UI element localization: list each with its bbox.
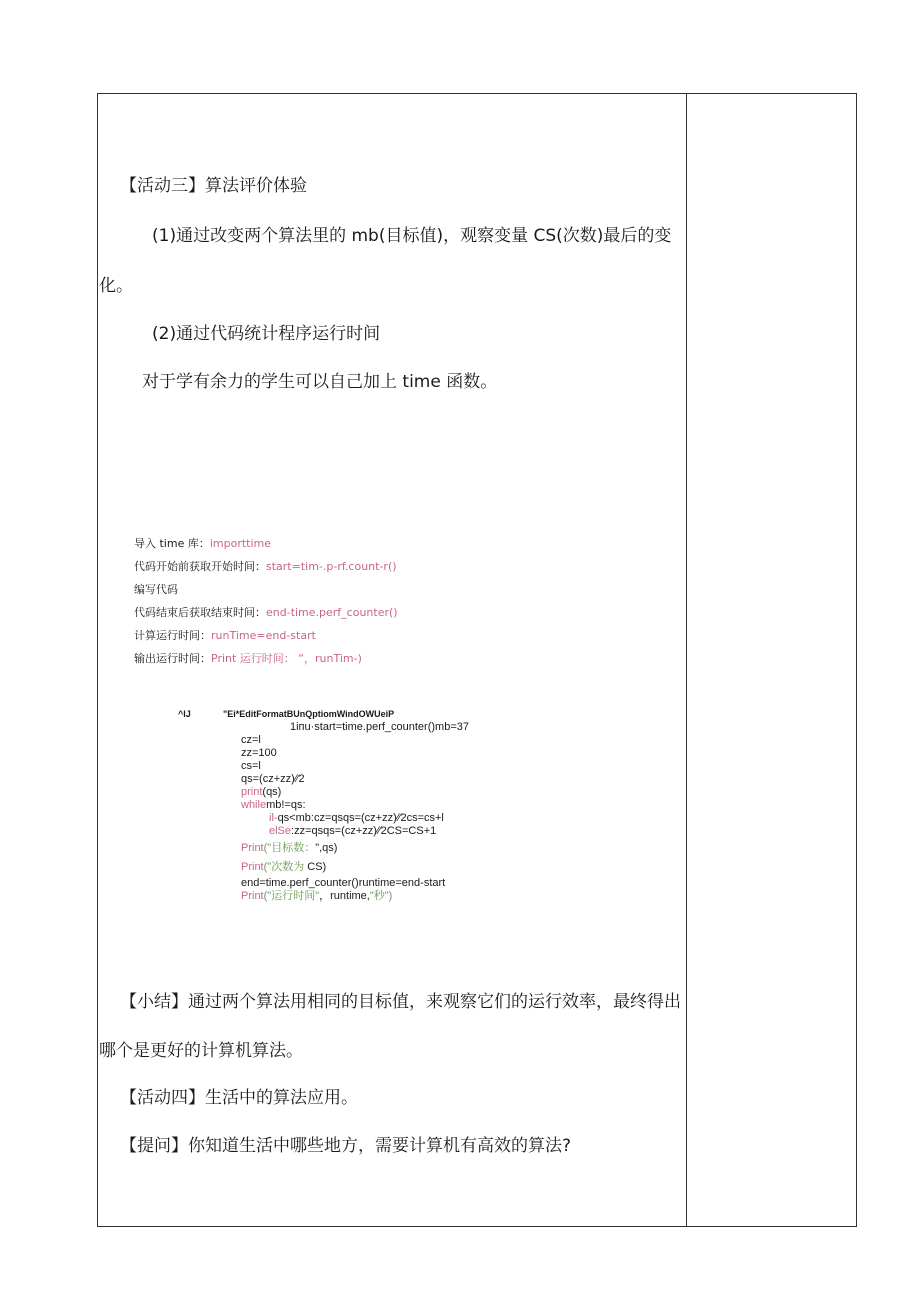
step-label: 代码开始前获取开始时间： — [134, 560, 266, 573]
step-start-time — [134, 561, 397, 572]
code-keyword: while — [241, 799, 267, 811]
code-text: :zz=qsqs=(cz+zz)∕∕2CS=CS+1 — [291, 825, 437, 837]
step-import — [134, 538, 271, 549]
activity3-heading: 【活动三】算法评价体验 — [120, 176, 307, 196]
code-keyword: Print — [241, 861, 264, 873]
step-label: 计算运行时间： — [134, 629, 211, 642]
code-line-9 — [269, 826, 436, 837]
step-end-time — [134, 607, 398, 618]
step-label: 导入 time 库： — [134, 537, 210, 550]
code-keyword: elSe — [269, 825, 292, 837]
table-column-divider — [686, 93, 687, 1227]
code-keyword: Print — [241, 842, 264, 854]
code-keyword: il- — [269, 812, 278, 824]
code-line-10 — [241, 843, 337, 854]
activity3-item1-line2: 化。 — [99, 276, 133, 296]
step-code: Print 运行时间： “，runTim-) — [211, 652, 362, 665]
editor-window-icon: ^IJ — [178, 709, 191, 719]
code-line-2: cz=l — [241, 734, 261, 746]
step-code: start=tim-.p-rf.count-r() — [266, 560, 397, 573]
step-code: end-time.perf_counter() — [266, 606, 398, 619]
activity3-item2: (2)通过代码统计程序运行时间 — [152, 324, 381, 344]
step-code: importtime — [209, 537, 272, 550]
code-line-12: end=time.perf_counter()runtime=end-start — [241, 877, 446, 889]
code-line-7 — [241, 800, 306, 811]
code-string: ("次数为 — [263, 861, 305, 873]
code-keyword: Print — [241, 890, 264, 902]
step-label: 输出运行时间： — [134, 652, 211, 665]
code-line-6 — [241, 787, 281, 798]
step-code: runTime=end-start — [211, 629, 316, 642]
activity3-item1-line1: (1)通过改变两个算法里的 mb(目标值)，观察变量 CS(次数)最后的变 — [152, 226, 672, 246]
code-string: "秒") — [369, 890, 393, 902]
code-line-1: 1іпu·start=time.perf_counter()mb=37 — [290, 721, 469, 733]
summary-line2: 哪个是更好的计算机算法。 — [99, 1041, 303, 1061]
question-text: 【提问】你知道生活中哪些地方，需要计算机有高效的算法? — [120, 1136, 572, 1156]
code-keyword: print — [241, 786, 263, 798]
code-line-11 — [241, 862, 326, 873]
code-text: ，runtime, — [319, 890, 370, 902]
code-line-3: zz=100 — [241, 747, 277, 759]
step-output-runtime — [134, 653, 362, 664]
code-string: ("目标数： — [263, 842, 316, 854]
code-line-5: qs=(cz+zz)∕∕2 — [241, 773, 305, 785]
step-write-code — [134, 584, 178, 595]
summary-line1: 【小结】通过两个算法用相同的目标值，来观察它们的运行效率，最终得出 — [120, 992, 681, 1012]
code-text: mb!=qs: — [266, 799, 306, 811]
code-text: qs<mb:cz=qsqs=(cz+zz)∕∕2cs=cs+l — [277, 812, 444, 824]
code-text: (qs) — [262, 786, 282, 798]
code-string: ("运行时间" — [263, 890, 320, 902]
code-text: CS) — [304, 861, 327, 873]
step-label: 代码结束后获取结束时间： — [134, 606, 266, 619]
code-line-4: cs=l — [241, 760, 261, 772]
code-line-13 — [241, 891, 392, 902]
code-line-8 — [269, 813, 444, 824]
activity3-extra-note: 对于学有余力的学生可以自己加上 time 函数。 — [142, 372, 498, 392]
step-compute-runtime — [134, 630, 316, 641]
activity4-heading: 【活动四】生活中的算法应用。 — [120, 1088, 358, 1108]
editor-menu-bar: "Ei*EditFormatBUnQptiomWindOWUeiP — [223, 709, 395, 719]
code-text: ",qs) — [315, 842, 338, 854]
step-label: 编写代码 — [134, 583, 178, 596]
